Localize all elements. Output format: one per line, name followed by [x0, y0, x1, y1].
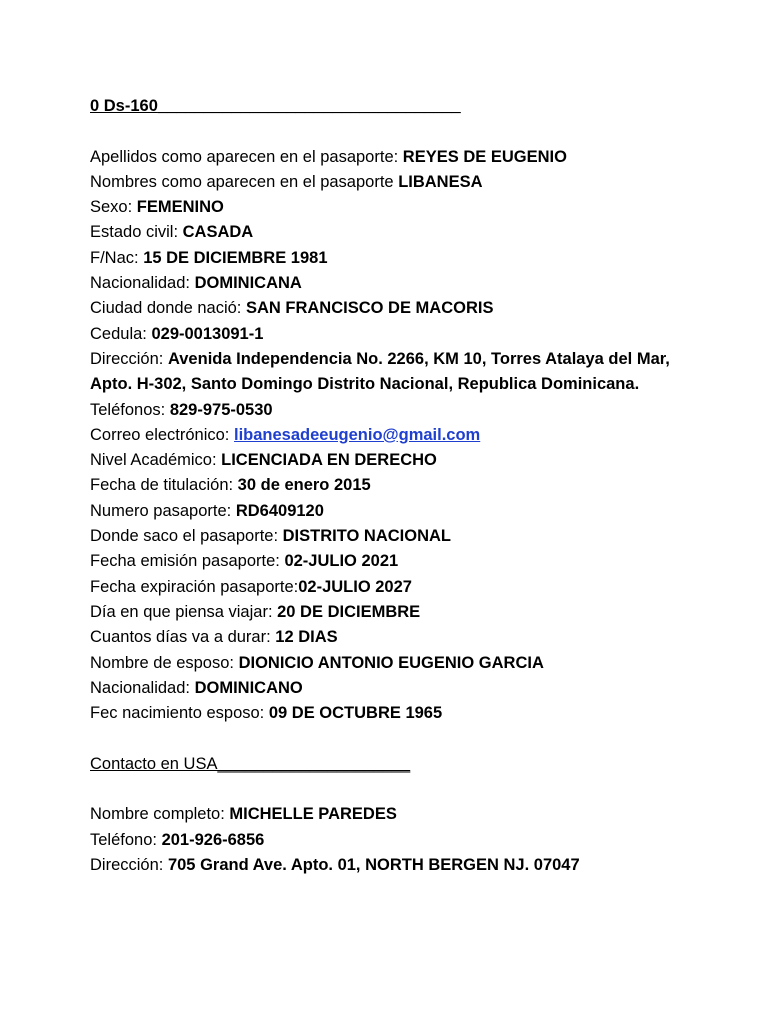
field-label: Nombre completo:	[90, 805, 230, 824]
spacer	[90, 119, 690, 144]
field-estado-civil	[90, 220, 690, 245]
field-pasaporte	[90, 499, 690, 524]
field-value: DISTRITO NACIONAL	[282, 527, 452, 546]
field-fecha-nacimiento	[90, 246, 690, 271]
field-nivel	[90, 448, 690, 473]
field-label: F/Nac:	[90, 248, 144, 267]
field-apellidos	[90, 145, 690, 170]
field-value: FEMENINO	[136, 198, 224, 217]
field-label: Cedula:	[90, 324, 152, 343]
field-viaje	[90, 600, 690, 625]
field-value: SAN FRANCISCO DE MACORIS	[245, 299, 494, 318]
field-telefonos	[90, 398, 690, 423]
contact-heading	[90, 752, 690, 777]
field-label: Nacionalidad:	[90, 274, 195, 293]
field-label: Día en que piensa viajar:	[90, 602, 278, 621]
field-duracion	[90, 625, 690, 650]
field-label: Fecha expiración pasaporte:	[90, 577, 299, 596]
field-nacionalidad-esposo	[90, 676, 690, 701]
contact-direccion	[90, 853, 690, 878]
contact-nombre	[90, 802, 690, 827]
form-heading	[90, 94, 690, 119]
field-value: 09 DE OCTUBRE 1965	[268, 704, 443, 723]
field-value: 20 DE DICIEMBRE	[277, 602, 421, 621]
field-label: Nombre de esposo:	[90, 653, 239, 672]
field-value: MICHELLE PAREDES	[229, 805, 397, 824]
field-value: DIONICIO ANTONIO EUGENIO GARCIA	[238, 653, 544, 672]
field-nacimiento-esposo	[90, 701, 690, 726]
field-value: CASADA	[182, 223, 254, 242]
field-value: 15 DE DICIEMBRE 1981	[143, 248, 328, 267]
field-label: Correo electrónico:	[90, 425, 234, 444]
field-value: Avenida Independencia No. 2266, KM 10, Torres Atalaya del Mar, Apto. H-302, Santo Domingo Distrito Nacional, Republica Dominicana.	[90, 349, 670, 394]
field-label: Fec nacimiento esposo:	[90, 704, 269, 723]
field-label: Dirección:	[90, 349, 168, 368]
field-label: Teléfono:	[90, 830, 162, 849]
spacer	[90, 777, 690, 802]
field-emision	[90, 549, 690, 574]
field-esposo	[90, 651, 690, 676]
field-expiracion	[90, 575, 690, 600]
spacer	[90, 726, 690, 751]
field-nombres	[90, 170, 690, 195]
field-label: Ciudad donde nació:	[90, 299, 246, 318]
field-ciudad	[90, 296, 690, 321]
field-label: Fecha de titulación:	[90, 476, 238, 495]
field-value: LIBANESA	[398, 172, 483, 191]
field-value: 201-926-6856	[161, 830, 265, 849]
field-cedula	[90, 322, 690, 347]
field-sexo	[90, 195, 690, 220]
field-label: Fecha emisión pasaporte:	[90, 552, 285, 571]
field-label: Estado civil:	[90, 223, 183, 242]
field-label: Nivel Académico:	[90, 451, 222, 470]
field-titulacion	[90, 473, 690, 498]
field-label: Apellidos como aparecen en el pasaporte:	[90, 147, 403, 166]
form-heading-title: 0 Ds-160	[90, 97, 158, 115]
field-donde-pasaporte	[90, 524, 690, 549]
field-direccion	[90, 347, 690, 398]
field-value: 02-JULIO 2027	[298, 577, 412, 596]
field-value: DOMINICANO	[194, 678, 303, 697]
document-page	[90, 94, 690, 878]
field-label: Donde saco el pasaporte:	[90, 527, 283, 546]
form-heading-rule: _________________________________	[157, 97, 461, 115]
field-value: LICENCIADA EN DERECHO	[221, 451, 437, 470]
field-value: 12 DIAS	[275, 628, 338, 647]
contact-telefono	[90, 828, 690, 853]
email-link[interactable]: libanesadeeugenio@gmail.com	[233, 425, 481, 444]
field-label: Dirección:	[90, 855, 168, 874]
field-value: 02-JULIO 2021	[284, 552, 399, 571]
field-value: DOMINICANA	[194, 274, 302, 293]
field-nacionalidad	[90, 271, 690, 296]
field-value: REYES DE EUGENIO	[402, 147, 567, 166]
field-value: 829-975-0530	[169, 400, 273, 419]
field-label: Nacionalidad:	[90, 678, 195, 697]
field-label: Cuantos días va a durar:	[90, 628, 276, 647]
field-label: Teléfonos:	[90, 400, 170, 419]
field-label: Numero pasaporte:	[90, 501, 236, 520]
field-value: 30 de enero 2015	[237, 476, 371, 495]
field-value: RD6409120	[235, 501, 324, 520]
contact-heading-rule: _____________________	[217, 754, 411, 773]
field-correo	[90, 423, 690, 448]
field-label: Sexo:	[90, 198, 137, 217]
field-value: 705 Grand Ave. Apto. 01, NORTH BERGEN NJ. 07047	[167, 855, 580, 874]
contact-heading-title: Contacto en USA	[90, 754, 218, 773]
field-label: Nombres como aparecen en el pasaporte	[90, 172, 399, 191]
field-value: 029-0013091-1	[151, 324, 264, 343]
